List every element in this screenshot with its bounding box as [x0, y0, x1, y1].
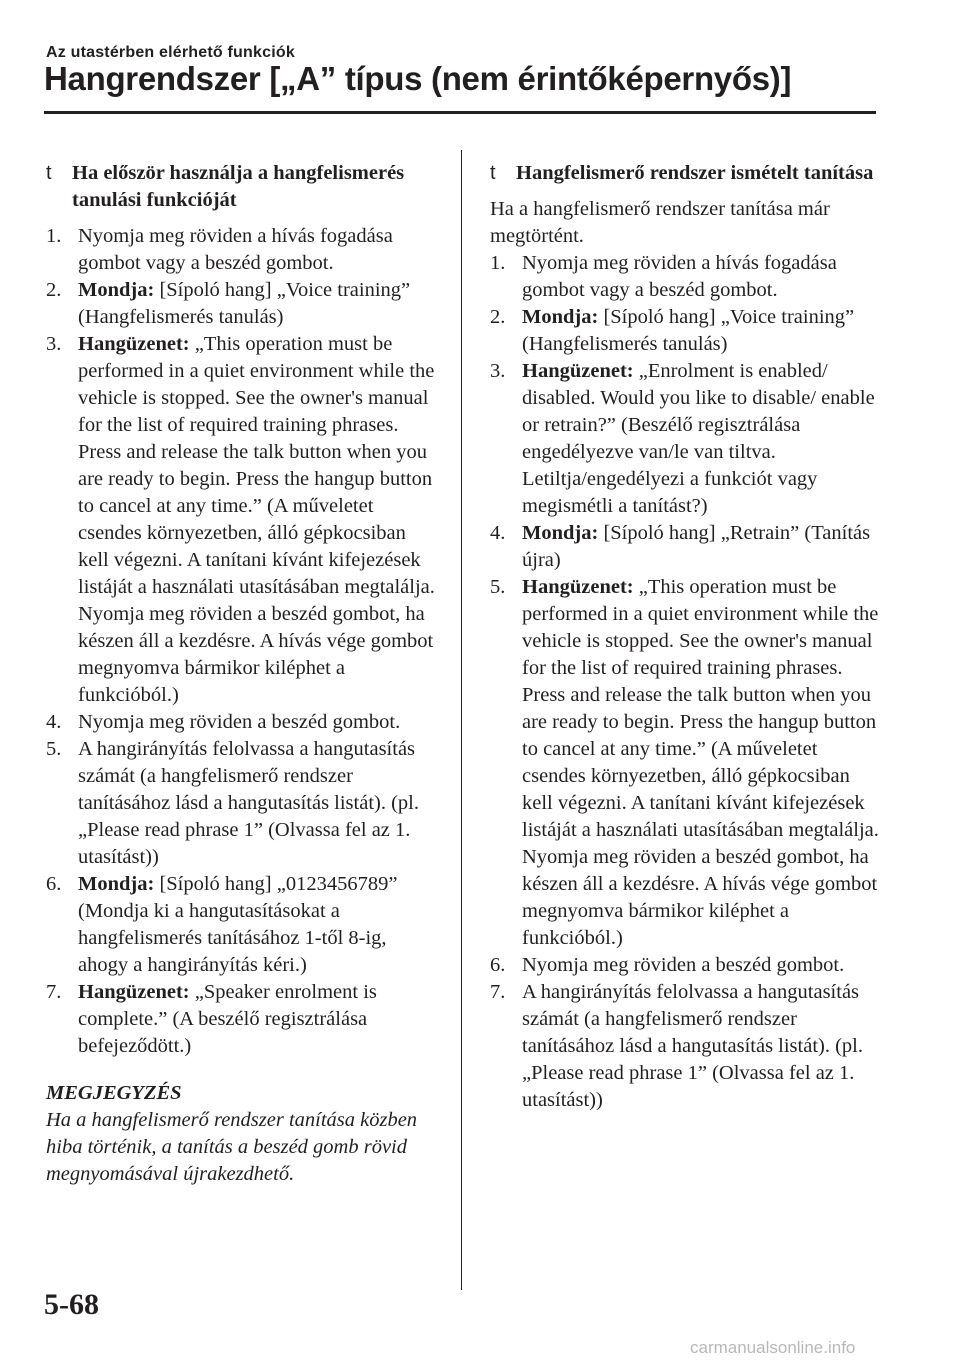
step-number: 3. — [490, 360, 506, 382]
step-keyword: Mondja: — [78, 873, 155, 895]
step-keyword: Hangüzenet: — [522, 576, 634, 598]
step-number: 2. — [46, 279, 62, 301]
section-bullet-icon: t — [490, 162, 496, 184]
left-column — [46, 160, 436, 1188]
step-text: „Speaker enrolment is complete.” (A beszélő regisztrálása befejeződött.) — [78, 981, 377, 1057]
list-item — [46, 223, 436, 277]
step-text: [Sípoló hang] „Retrain” (Tanítás újra) — [522, 522, 871, 571]
list-item — [490, 979, 882, 1114]
right-steps-list — [490, 250, 882, 1114]
note-title: MEGJEGYZÉS — [46, 1082, 182, 1104]
step-number: 6. — [46, 873, 62, 895]
step-text: Nyomja meg röviden a hívás fogadása gombot vagy a beszéd gombot. — [78, 225, 393, 274]
page-title: Hangrendszer [„A” típus (nem érintőképernyős)] — [44, 60, 792, 97]
section-bullet-icon: t — [46, 162, 52, 184]
list-item — [46, 331, 436, 709]
step-keyword: Mondja: — [522, 306, 599, 328]
step-number: 4. — [490, 522, 506, 544]
list-item — [46, 709, 436, 736]
step-number: 6. — [490, 954, 506, 976]
list-item — [46, 979, 436, 1060]
list-item — [490, 520, 882, 574]
step-text: A hangirányítás felolvassa a hangutasítás számát (a hangfelismerő rendszer tanításához lásd a hangutasítás listát). (pl. „Please read phrase 1” (Olvassa fel az 1. utasítást)) — [78, 738, 420, 868]
right-heading-text: Hangfelismerő rendszer ismételt tanítása — [516, 162, 874, 184]
step-text: A hangirányítás felolvassa a hangutasítás számát (a hangfelismerő rendszer tanításához lásd a hangutasítás listát). (pl. „Please read phrase 1” (Olvassa fel az 1. utasítást)) — [522, 981, 864, 1111]
right-intro: Ha a hangfelismerő rendszer tanítása már megtörtént. — [490, 198, 830, 247]
title-rule — [44, 111, 876, 114]
step-text: „This operation must be performed in a quiet environment while the vehicle is stopped. See the owner's manual for the list of required training phrases. Press and release the talk button when you are ready to begin. Press the hangup button to cancel at any time.” (A műveletet csendes környezetben, álló gépkocsiban kell végezni. A tanítani kívánt kifejezések listáját a használati utasításában megtalálja. Nyomja meg röviden a beszéd gombot, ha készen áll a kezdésre. A hívás vége gombot megnyomva bármikor kiléphet a funkcióból.) — [78, 333, 435, 706]
list-item — [490, 574, 882, 952]
step-number: 5. — [490, 576, 506, 598]
step-number: 7. — [46, 981, 62, 1003]
step-number: 5. — [46, 738, 62, 760]
list-item — [490, 358, 882, 520]
step-text: „Enrolment is enabled/ disabled. Would you like to disable/ enable or retrain?” (Beszélő regisztrálása engedélyezve van/le van tiltva. Letiltja/engedélyezi a funkciót vagy megismétli a tanítást?) — [522, 360, 875, 517]
column-divider — [461, 150, 462, 1290]
left-section-heading — [46, 160, 436, 214]
step-text: [Sípoló hang] „Voice training” (Hangfelismerés tanulás) — [78, 279, 411, 328]
watermark: carmanualsonline.info — [690, 1338, 856, 1357]
step-keyword: Hangüzenet: — [522, 360, 634, 382]
left-steps-list — [46, 223, 436, 1060]
list-item — [46, 736, 436, 871]
list-item — [46, 871, 436, 979]
step-keyword: Mondja: — [78, 279, 155, 301]
step-number: 1. — [46, 225, 62, 247]
list-item — [490, 304, 882, 358]
right-section-heading — [490, 160, 882, 187]
step-text: Nyomja meg röviden a beszéd gombot. — [78, 711, 401, 733]
step-keyword: Hangüzenet: — [78, 981, 190, 1003]
step-number: 7. — [490, 981, 506, 1003]
step-number: 1. — [490, 252, 506, 274]
step-text: Nyomja meg röviden a beszéd gombot. — [522, 954, 845, 976]
step-keyword: Mondja: — [522, 522, 599, 544]
step-text: [Sípoló hang] „Voice training” (Hangfelismerés tanulás) — [522, 306, 855, 355]
left-heading-text: Ha először használja a hangfelismerés tanulási funkcióját — [72, 162, 405, 211]
list-item — [46, 277, 436, 331]
step-text: Nyomja meg röviden a hívás fogadása gombot vagy a beszéd gombot. — [522, 252, 837, 301]
step-keyword: Hangüzenet: — [78, 333, 190, 355]
note-text: Ha a hangfelismerő rendszer tanítása közben hiba történik, a tanítás a beszéd gomb rövid megnyomásával újrakezdhető. — [46, 1109, 418, 1185]
list-item — [490, 952, 882, 979]
step-text: [Sípoló hang] „0123456789” (Mondja ki a hangutasításokat a hangfelismerés tanításához 1-től 8-ig, ahogy a hangirányítás kéri.) — [78, 873, 398, 976]
step-number: 2. — [490, 306, 506, 328]
page-number: 5-68 — [44, 1288, 99, 1321]
step-text: „This operation must be performed in a quiet environment while the vehicle is stopped. See the owner's manual for the list of required training phrases. Press and release the talk button when you are ready to begin. Press the hangup button to cancel at any time.” (A műveletet csendes környezetben, álló gépkocsiban kell végezni. A tanítani kívánt kifejezések listáját a használati utasításában megtalálja. Nyomja meg röviden a beszéd gombot, ha készen áll a kezdésre. A hívás vége gombot megnyomva bármikor kiléphet a funkcióból.) — [522, 576, 879, 949]
right-column — [490, 160, 882, 1114]
step-number: 3. — [46, 333, 62, 355]
list-item — [490, 250, 882, 304]
section-label: Az utastérben elérhető funkciók — [46, 44, 295, 61]
step-number: 4. — [46, 711, 62, 733]
